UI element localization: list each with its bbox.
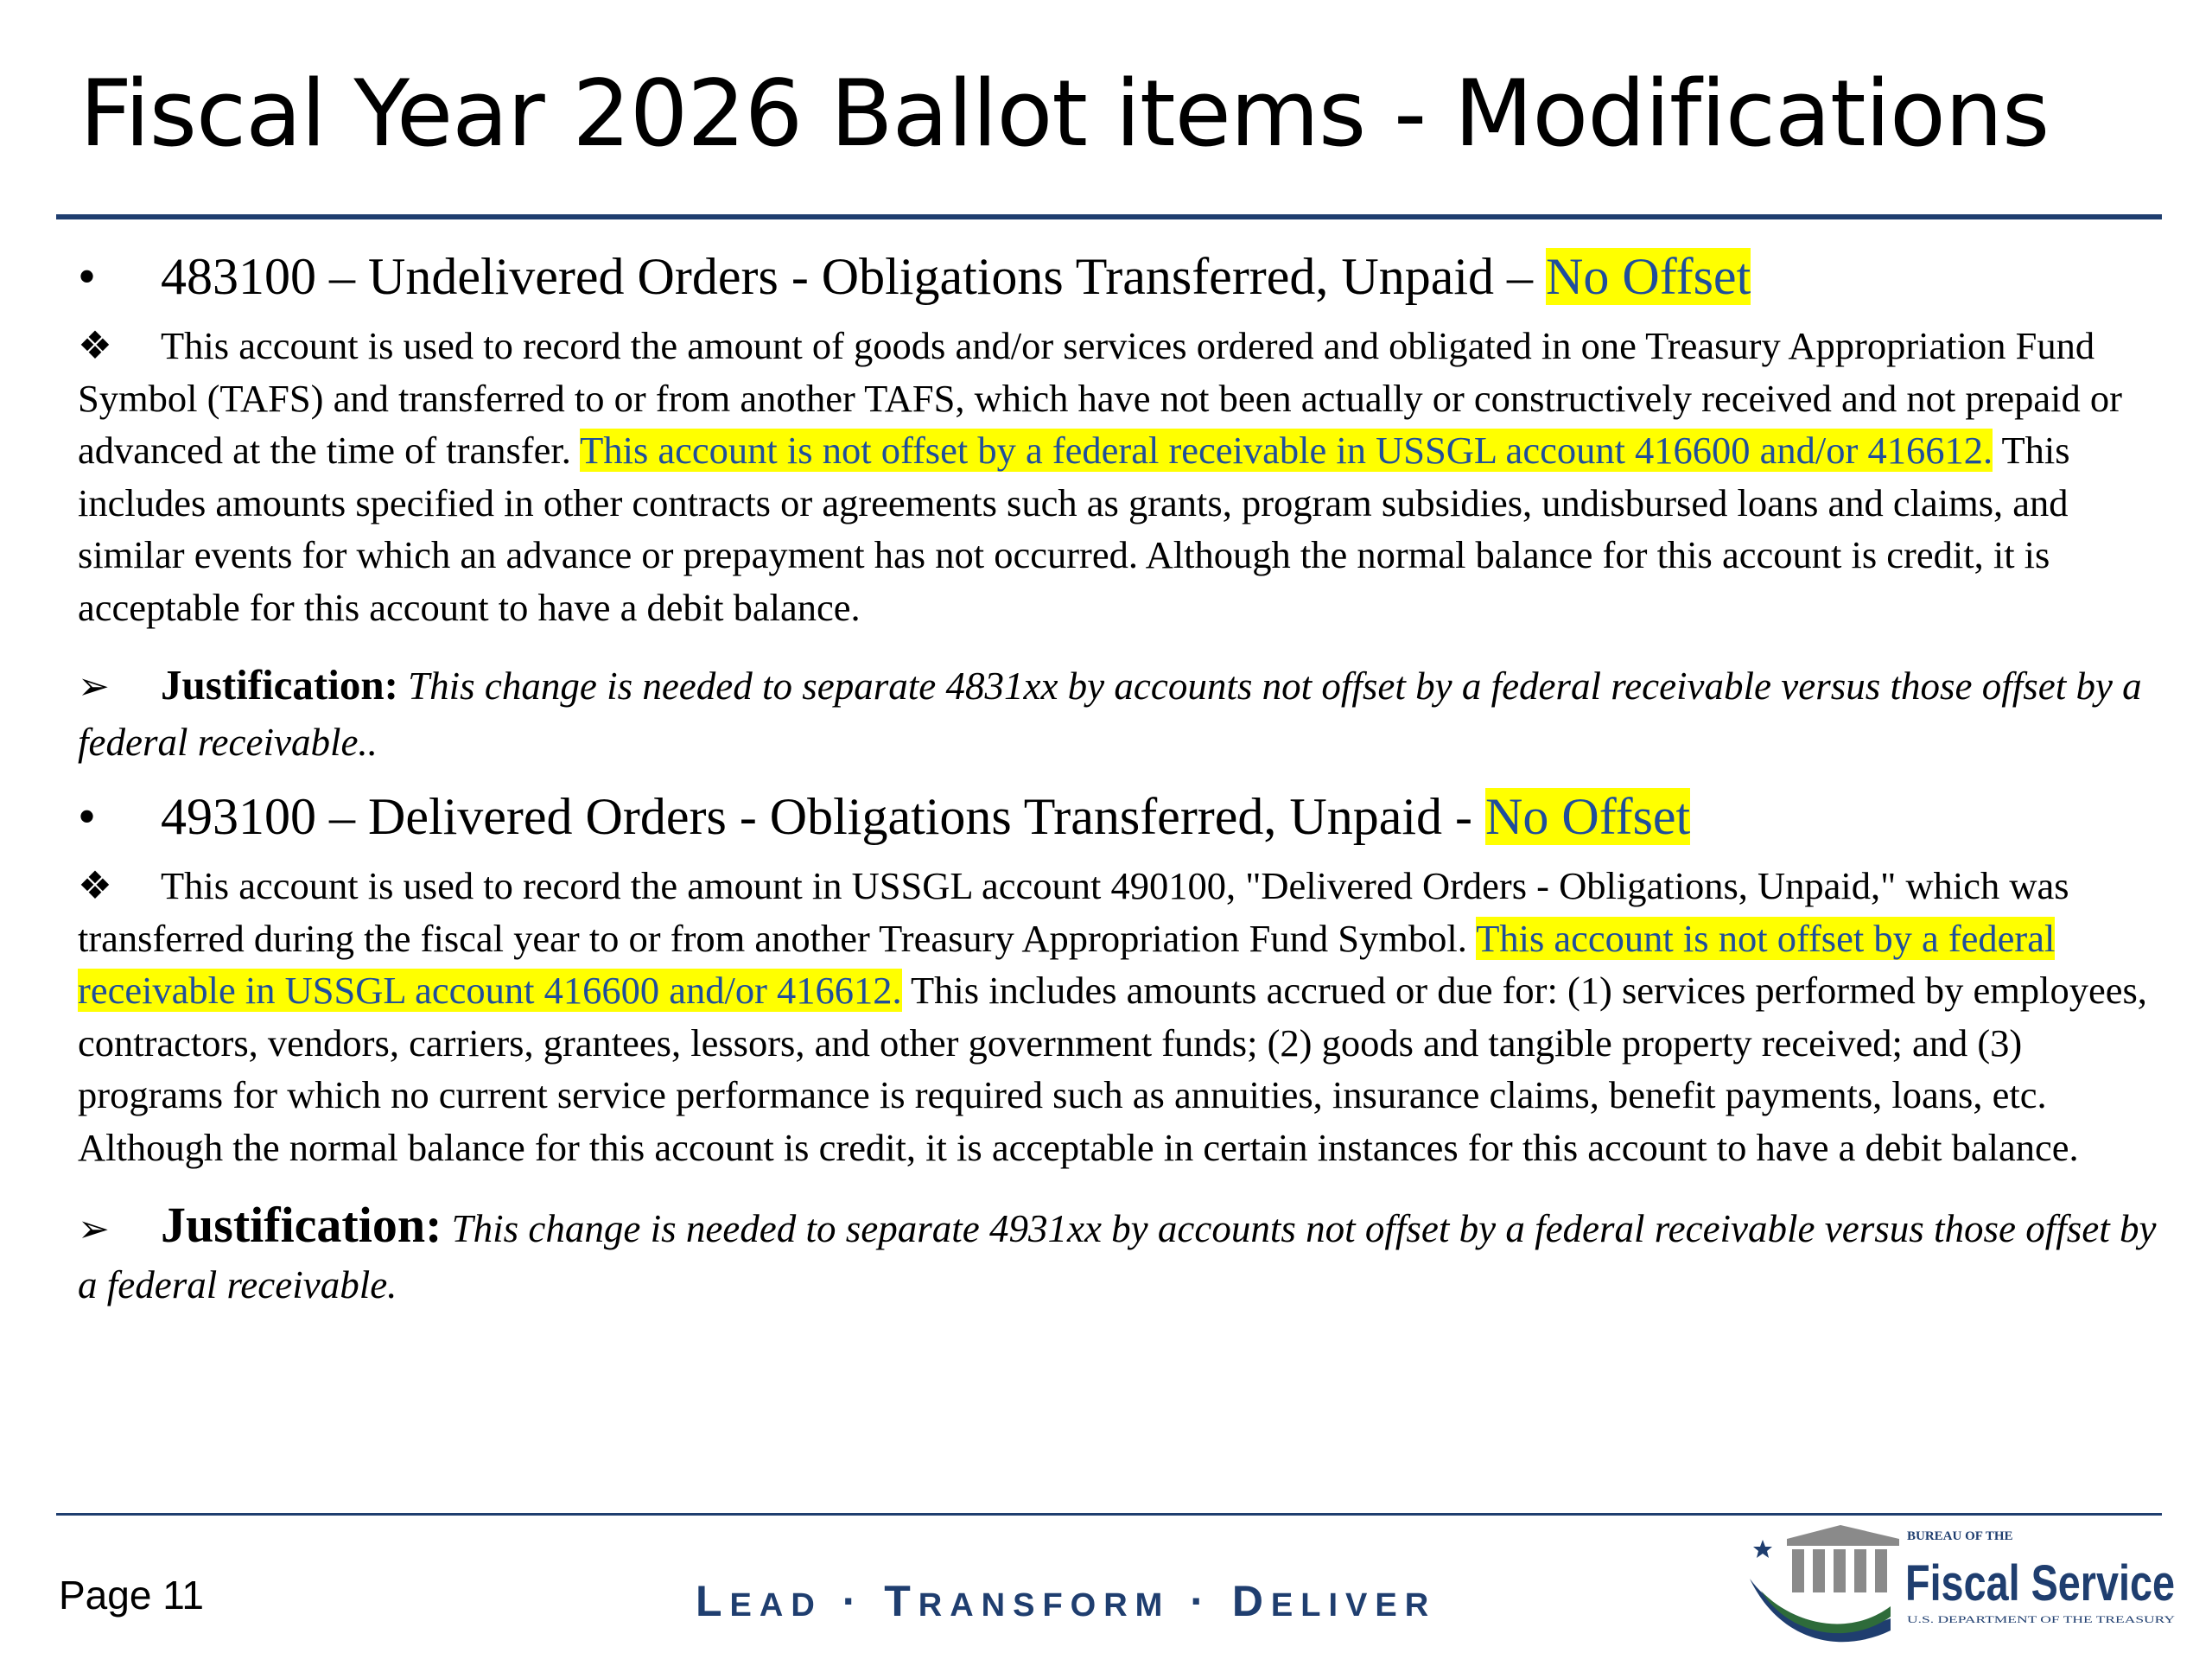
tagline-separator: ·: [1190, 1577, 1212, 1625]
item-heading-text: [161, 782, 1690, 851]
item-heading-483100: [78, 242, 2160, 311]
tagline-lead-initial: L: [696, 1577, 730, 1625]
tagline-transform-initial: T: [884, 1577, 918, 1625]
item-description: [78, 320, 2160, 633]
logo-top-text: BUREAU OF THE: [1907, 1529, 2013, 1543]
slide-title: Fiscal Year 2026 Ballot items - Modifications: [79, 60, 2050, 167]
description-part2: This includes amounts specified in other contracts or agreements such as grants, program subsidies, undisbursed loans and claims, and similar events for which an advance or prepayment has not occurred. Although the normal balance for this account is credit, it is acceptable for this account to have a debit balance.: [78, 429, 2070, 629]
footer-tagline: [696, 1571, 1436, 1636]
description-highlight: This account is not offset by a federal receivable in USSGL account 416600 and/or 416612.: [580, 429, 1993, 472]
justification: [78, 1198, 2160, 1313]
arrow-bullet-icon: ➢: [78, 1208, 110, 1250]
item-heading-label: 493100 – Delivered Orders - Obligations Transferred, Unpaid -: [161, 788, 1473, 845]
item-heading-text: [161, 242, 1751, 311]
justification-text: This change is needed to separate 4931xx by accounts not offset by a federal receivable versus those offset by a federal receivable.: [78, 1207, 2157, 1306]
bullet-dot: •: [78, 788, 97, 845]
logo-main-text: Fiscal Service: [1905, 1555, 2175, 1611]
heading-highlight: No Offset: [1485, 788, 1691, 845]
footer-divider: [56, 1513, 2162, 1516]
bullet-dot: •: [78, 248, 97, 305]
justification-colon: :: [425, 1197, 442, 1253]
tagline-deliver-rest: ELIVER: [1270, 1587, 1437, 1624]
justification: [78, 658, 2160, 770]
arrow-bullet-icon: ➢: [78, 665, 110, 708]
description-part1: This account is used to record the amount of goods and/or services ordered and obligated in one Treasury Appropriation Fund Symbol (TAFS) and transferred to or from another TAFS, which have not been actually or constructively received and not prepaid or advanced at the time of transfer.: [78, 324, 2122, 472]
justification-colon: :: [384, 661, 398, 709]
description-highlight: This account is not offset by a federal receivable in USSGL account 416600 and/or 416612.: [78, 916, 2056, 1012]
diamond-bullet-icon: ❖: [78, 864, 112, 907]
page-number: Page 11: [59, 1573, 204, 1618]
justification-label: Justification: [161, 661, 385, 709]
item-heading-label: 483100 – Undelivered Orders - Obligations Transferred, Unpaid –: [161, 248, 1534, 305]
tagline-transform-rest: RANSFORM: [918, 1587, 1171, 1624]
justification-label: Justification: [161, 1197, 426, 1253]
tagline-lead-rest: EAD: [729, 1587, 823, 1624]
heading-highlight: No Offset: [1546, 248, 1751, 305]
tagline-deliver-initial: D: [1231, 1577, 1271, 1625]
item-description: [78, 860, 2160, 1173]
description-part1: This account is used to record the amount in USSGL account 490100, "Delivered Orders - Obligations, Unpaid," which was transferred during the fiscal year to or from another Treasury Appropriation Fund Symbol.: [78, 864, 2069, 960]
treasury-building-swoosh-icon: [1750, 1525, 1899, 1642]
slide-body: [78, 242, 2160, 1313]
description-part2: This includes amounts accrued or due for: (1) services performed by employees, contractors, vendors, carriers, grantees, lessors, and other government funds; (2) goods and tangible property received; and (3) programs for which no current service performance is required such as annuities, insurance claims, benefit payments, loans, etc. Although the normal balance for this account is credit, it is acceptable in certain instances for this account to have a debit balance.: [78, 969, 2147, 1169]
logo-bottom-text: U.S. DEPARTMENT OF THE TREASURY: [1907, 1615, 2177, 1625]
justification-text: This change is needed to separate 4831xx by accounts not offset by a federal receivable versus those offset by a federal receivable..: [78, 664, 2142, 764]
title-divider: [56, 214, 2162, 219]
fiscal-service-logo: [1745, 1516, 2177, 1659]
diamond-bullet-icon: ❖: [78, 324, 112, 367]
item-heading-493100: [78, 782, 2160, 851]
tagline-separator: ·: [842, 1577, 865, 1625]
